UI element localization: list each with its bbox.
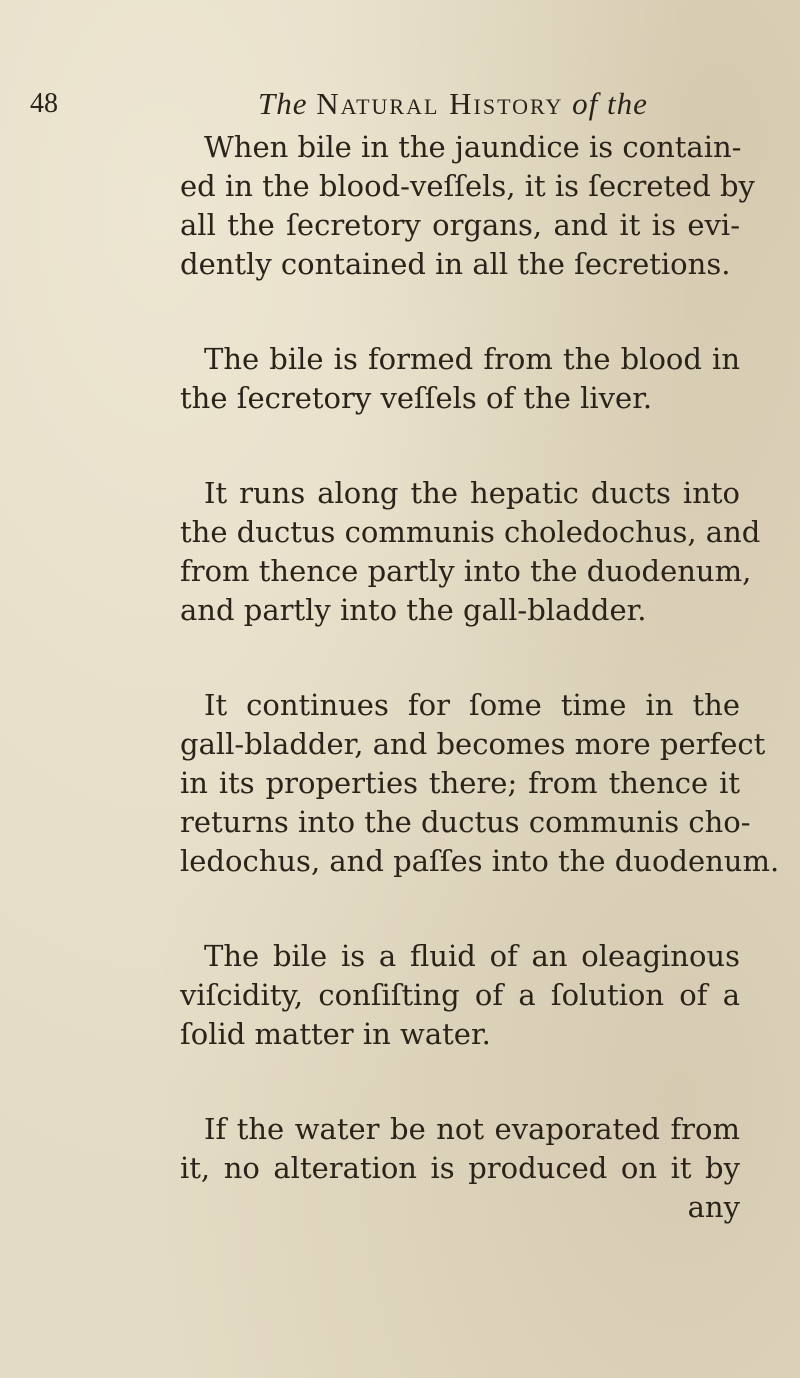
text-line: from thence partly into the duodenum, (180, 554, 752, 588)
paragraph-1 (180, 128, 755, 284)
text-line: The bile is formed from the blood in (204, 342, 740, 376)
text-line: viſcidity, conſiſting of a ſolution of a (180, 978, 740, 1012)
running-head-the: The (258, 86, 308, 121)
text-line: If the water be not evaporated from (204, 1112, 740, 1146)
paragraph-4 (180, 686, 780, 881)
page-number: 48 (30, 88, 58, 119)
running-head-title: Natural History (316, 86, 564, 121)
text-line: it, no alteration is produced on it by (180, 1151, 740, 1185)
paragraph-6 (180, 1110, 740, 1227)
text-line: all the ſecretory organs, and it is evi- (180, 208, 740, 242)
catchword: any (687, 1190, 740, 1224)
text-line: gall-bladder, and becomes more perfect (180, 727, 766, 761)
text-line: the ductus communis choledochus, and (180, 515, 761, 549)
text-line: ed in the blood-veſſels, it is ſecreted by (180, 169, 755, 203)
text-line: returns into the ductus communis cho- (180, 805, 751, 839)
text-line: in its properties there; from thence it (180, 766, 740, 800)
paragraph-3 (180, 474, 761, 630)
text-line: and partly into the gall-bladder. (180, 593, 647, 627)
text-line: When bile in the jaundice is contain- (204, 130, 742, 164)
text-line: It runs along the hepatic ducts into (204, 476, 740, 510)
running-head-of-the: of the (572, 86, 648, 121)
text-line: It continues for ſome time in the (204, 688, 740, 722)
running-head (258, 86, 648, 122)
text-line: ſolid matter in water. (180, 1017, 491, 1051)
text-line: ledochus, and paſſes into the duodenum. (180, 844, 780, 878)
paragraph-2 (180, 340, 740, 418)
paragraph-5 (180, 937, 740, 1054)
text-line: dently contained in all the ſecretions. (180, 247, 731, 281)
text-line: the ſecretory veſſels of the liver. (180, 381, 653, 415)
body-text (180, 128, 780, 1227)
text-line: The bile is a fluid of an oleaginous (204, 939, 740, 973)
